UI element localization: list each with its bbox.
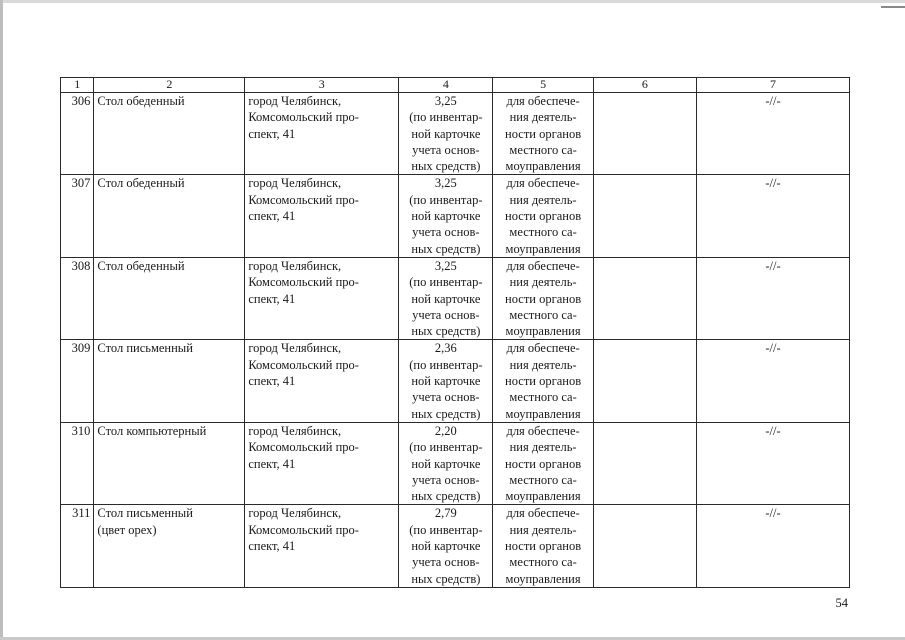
item-col7: -//- [697,340,850,422]
scan-edge-top [0,0,905,3]
table-row [61,422,850,504]
inventory-table [60,77,850,588]
item-col7: -//- [697,257,850,339]
table-row [61,257,850,339]
column-header-2: 2 [94,78,245,93]
item-col6 [593,422,696,504]
item-value: 3,25 (по инвентар- ной карточке учета основ- ных средств) [399,257,493,339]
item-location: город Челябинск, Комсомольский про- спект, 41 [245,257,399,339]
item-number: 311 [61,505,94,587]
scan-edge-mark [881,6,905,8]
item-location: город Челябинск, Комсомольский про- спект, 41 [245,93,399,175]
column-header-7: 7 [697,78,850,93]
item-purpose: для обеспече- ния деятель- ности органов местного са- моуправления [493,257,593,339]
item-col6 [593,505,696,587]
item-location: город Челябинск, Комсомольский про- спект, 41 [245,175,399,257]
item-value: 3,25 (по инвентар- ной карточке учета основ- ных средств) [399,175,493,257]
item-number: 307 [61,175,94,257]
item-col7: -//- [697,505,850,587]
item-col6 [593,175,696,257]
item-purpose: для обеспече- ния деятель- ности органов местного са- моуправления [493,175,593,257]
page-number: 54 [835,596,848,610]
table-row [61,340,850,422]
item-number: 309 [61,340,94,422]
item-location: город Челябинск, Комсомольский про- спект, 41 [245,422,399,504]
table-body [61,93,850,588]
item-number: 306 [61,93,94,175]
item-name: Стол письменный (цвет орех) [94,505,245,587]
document-page [60,77,850,588]
item-col7: -//- [697,93,850,175]
item-number: 308 [61,257,94,339]
item-col6 [593,257,696,339]
item-value: 2,36 (по инвентар- ной карточке учета основ- ных средств) [399,340,493,422]
item-purpose: для обеспече- ния деятель- ности органов местного са- моуправления [493,422,593,504]
item-location: город Челябинск, Комсомольский про- спект, 41 [245,505,399,587]
item-purpose: для обеспече- ния деятель- ности органов местного са- моуправления [493,93,593,175]
item-purpose: для обеспече- ния деятель- ности органов местного са- моуправления [493,505,593,587]
item-col6 [593,93,696,175]
item-name: Стол обеденный [94,257,245,339]
table-row [61,93,850,175]
item-col6 [593,340,696,422]
item-name: Стол компьютерный [94,422,245,504]
column-header-6: 6 [593,78,696,93]
item-location: город Челябинск, Комсомольский про- спект, 41 [245,340,399,422]
item-col7: -//- [697,175,850,257]
table-header-row [61,78,850,93]
column-header-3: 3 [245,78,399,93]
item-name: Стол письменный [94,340,245,422]
item-name: Стол обеденный [94,175,245,257]
item-number: 310 [61,422,94,504]
table-row [61,175,850,257]
scan-edge-left [0,0,3,640]
table-row [61,505,850,587]
item-col7: -//- [697,422,850,504]
item-value: 2,20 (по инвентар- ной карточке учета основ- ных средств) [399,422,493,504]
column-header-1: 1 [61,78,94,93]
item-value: 2,79 (по инвентар- ной карточке учета основ- ных средств) [399,505,493,587]
item-name: Стол обеденный [94,93,245,175]
item-value: 3,25 (по инвентар- ной карточке учета основ- ных средств) [399,93,493,175]
column-header-5: 5 [493,78,593,93]
column-header-4: 4 [399,78,493,93]
item-purpose: для обеспече- ния деятель- ности органов местного са- моуправления [493,340,593,422]
